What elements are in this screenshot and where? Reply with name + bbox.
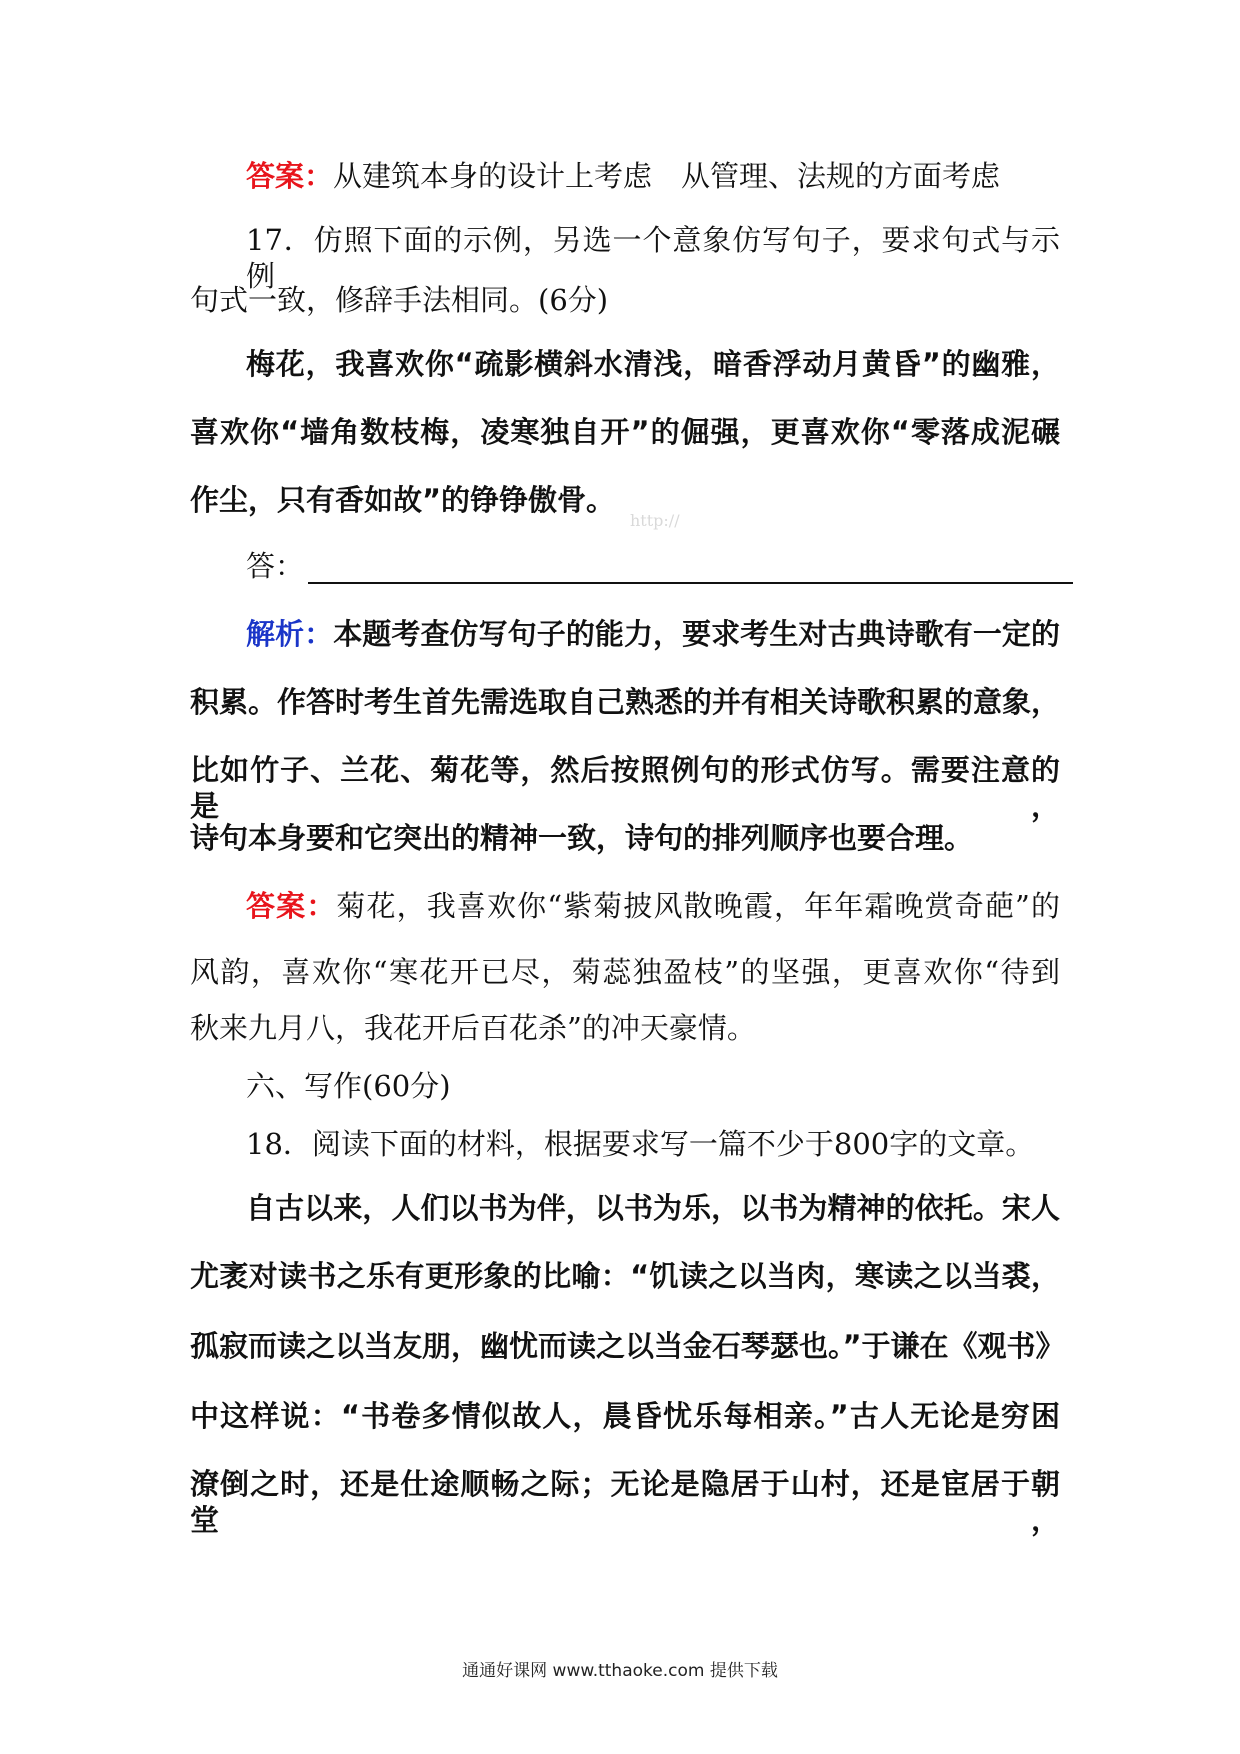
- q18-material-line-4: 中这样说：“书卷多情似故人，晨昏忧乐每相亲。”古人无论是穷困: [190, 1399, 1060, 1433]
- q17-analysis-line-1: [246, 616, 1060, 652]
- q18-material-line-5: 潦倒之时，还是仕途顺畅之际；无论是隐居于山村，还是宦居于朝堂，: [190, 1467, 1060, 1537]
- answer-text: 从建筑本身的设计上考虑 从管理、法规的方面考虑: [333, 159, 1001, 193]
- q17-answer-line-2: 风韵，喜欢你“寒花开已尽，菊蕊独盈枝”的坚强，更喜欢你“待到: [190, 955, 1060, 989]
- q17-stem-line-2: 句式一致，修辞手法相同。(6分): [190, 283, 609, 317]
- q17-answer-line-3: 秋来九月八，我花开后百花杀”的冲天豪情。: [190, 1011, 756, 1045]
- answer-label: 答案：: [246, 889, 337, 923]
- q18-stem: 18．阅读下面的材料，根据要求写一篇不少于800字的文章。: [246, 1127, 1035, 1161]
- answer-blank[interactable]: [308, 554, 1073, 584]
- q18-material-line-1: 自古以来，人们以书为伴，以书为乐，以书为精神的依托。宋人: [246, 1191, 1060, 1225]
- q17-analysis-line-4: 诗句本身要和它突出的精神一致，诗句的排列顺序也要合理。: [190, 821, 974, 855]
- q18-material-line-3: 孤寂而读之以当友朋，幽忧而读之以当金石琴瑟也。”于谦在《观书》: [190, 1329, 1065, 1363]
- q17-stem-line-1: 17．仿照下面的示例，另选一个意象仿写句子，要求句式与示例: [246, 223, 1060, 293]
- q16-answer-line: [246, 158, 1060, 194]
- watermark-text: http://: [630, 511, 680, 530]
- q17-example-line-2: 喜欢你“墙角数枝梅，凌寒独自开”的倔强，更喜欢你“零落成泥碾: [190, 415, 1060, 449]
- analysis-label: 解析：: [246, 617, 334, 651]
- page-footer: 通通好课网 www.tthaoke.com 提供下载: [462, 1661, 778, 1681]
- q18-material-line-2: 尤袤对读书之乐有更形象的比喻：“饥读之以当肉，寒读之以当裘，: [190, 1259, 1060, 1293]
- q17-answer-line-1: [246, 888, 1060, 924]
- q17-example-line-1: 梅花，我喜欢你“疏影横斜水清浅，暗香浮动月黄昏”的幽雅，: [246, 347, 1060, 381]
- q17-example-line-3: 作尘，只有香如故”的铮铮傲骨。: [190, 483, 616, 517]
- answer-text-1: 菊花，我喜欢你“紫菊披风散晚霞，年年霜晚赏奇葩”的: [336, 889, 1060, 923]
- section-6-heading: 六、写作(60分): [246, 1069, 451, 1103]
- q17-analysis-line-3: 比如竹子、兰花、菊花等，然后按照例句的形式仿写。需要注意的是，: [190, 753, 1060, 823]
- q17-answer-blank-line: [246, 548, 1060, 584]
- q17-analysis-line-2: 积累。作答时考生首先需选取自己熟悉的并有相关诗歌积累的意象，: [190, 685, 1061, 719]
- answer-label: 答案：: [246, 159, 334, 193]
- analysis-text-1: 本题考查仿写句子的能力，要求考生对古典诗歌有一定的: [333, 617, 1060, 651]
- answer-prompt: 答：: [246, 549, 305, 583]
